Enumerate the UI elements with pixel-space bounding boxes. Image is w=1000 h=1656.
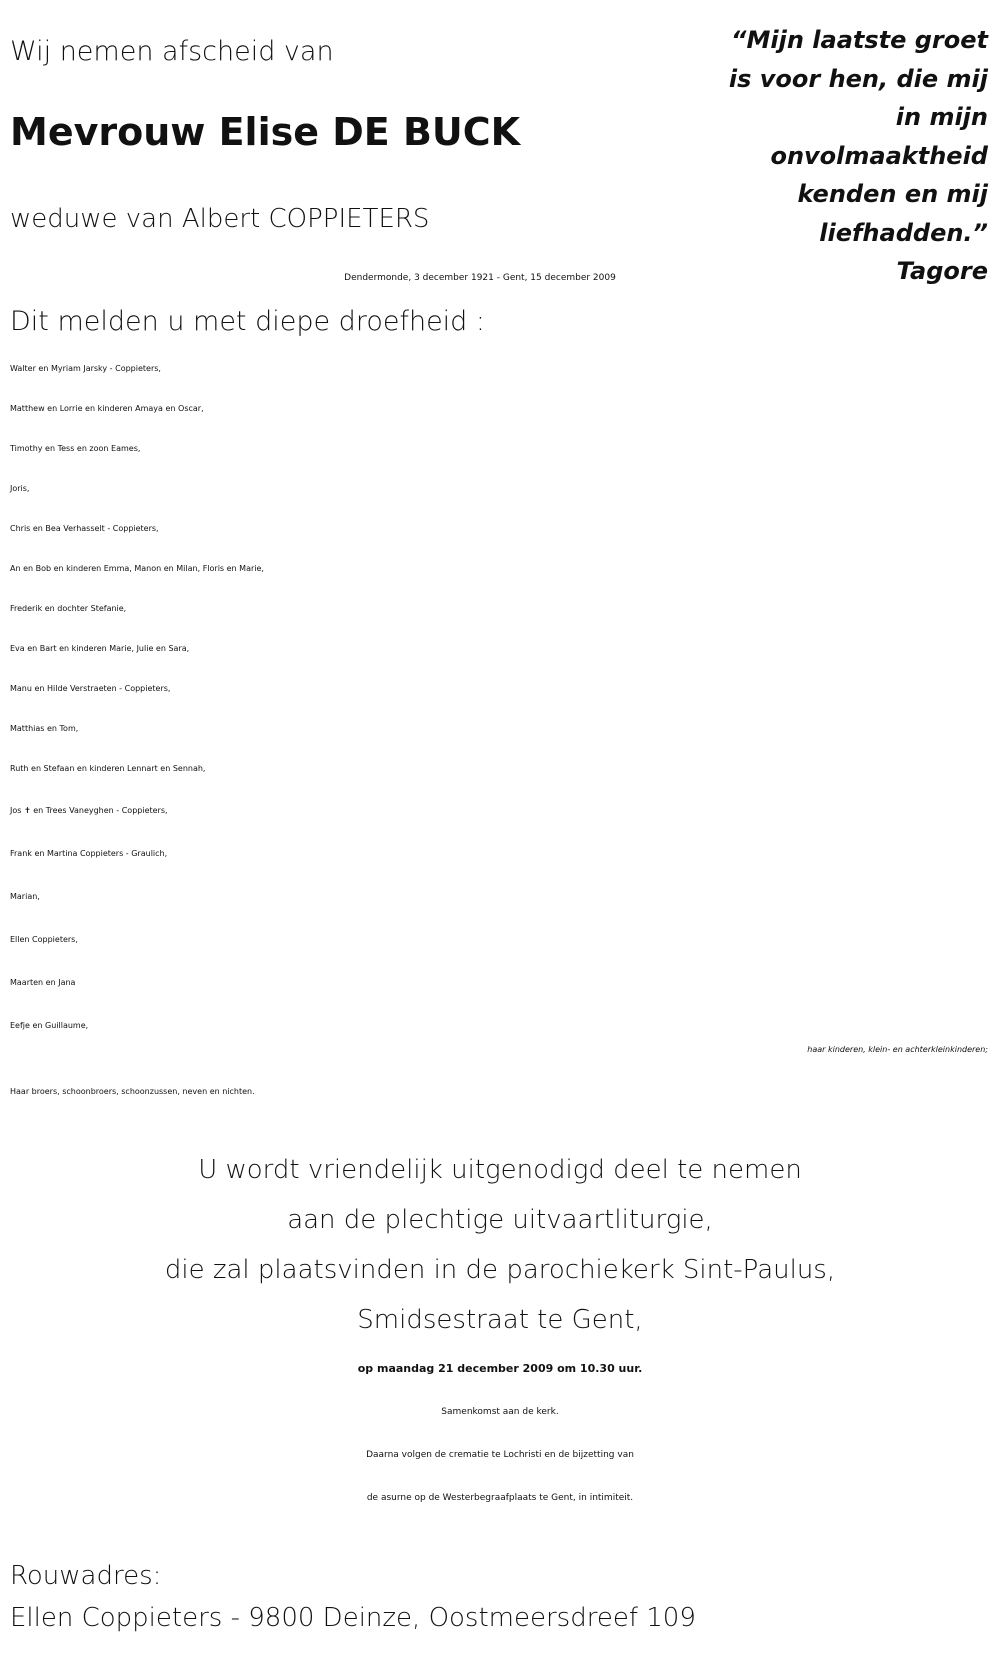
quote-line: “Mijn laatste groet xyxy=(731,26,988,54)
deceased-name: Mevrouw Elise DE BUCK xyxy=(10,110,521,154)
cremation-note: de asurne op de Westerbegraafplaats te Gent, in intimiteit. xyxy=(366,1493,634,1503)
invitation-line: aan de plechtige uitvaartliturgie, xyxy=(287,1205,713,1235)
family-member-line: Frank en Martina Coppieters - Graulich, xyxy=(10,849,168,858)
family-member-line: Marian, xyxy=(10,892,40,901)
kids-note: haar kinderen, klein- en achterkleinkinderen; xyxy=(807,1045,988,1054)
tagore-quote xyxy=(688,21,988,291)
family-member-line: Maarten en Jana xyxy=(10,978,76,987)
quote-author: Tagore xyxy=(896,257,988,285)
quote-line: is voor hen, die mij xyxy=(728,64,988,93)
family-member-line: Chris en Bea Verhasselt - Coppieters, xyxy=(10,524,159,533)
quote-line: onvolmaaktheid xyxy=(770,141,988,170)
birth-death-dates: Dendermonde, 3 december 1921 - Gent, 15 december 2009 xyxy=(344,273,616,283)
intro-text: Wij nemen afscheid van xyxy=(10,36,334,67)
invitation-line: U wordt vriendelijk uitgenodigd deel te nemen xyxy=(198,1155,802,1185)
family-member-line: Eefje en Guillaume, xyxy=(10,1021,89,1030)
widow-line: weduwe van Albert COPPIETERS xyxy=(10,204,430,234)
cremation-note: Daarna volgen de crematie te Lochristi en de bijzetting van xyxy=(366,1450,634,1460)
family-member-line: Ellen Coppieters, xyxy=(10,935,78,944)
announcement-line: Dit melden u met diepe droefheid : xyxy=(10,306,486,337)
quote-line: kenden en mij xyxy=(797,180,988,208)
mourning-address-label: Rouwadres: xyxy=(10,1561,162,1591)
family-member-line: Joris, xyxy=(10,484,30,493)
quote-line: in mijn xyxy=(895,103,988,131)
quote-line: liefhadden.” xyxy=(819,218,988,247)
mourning-address: Ellen Coppieters - 9800 Deinze, Oostmeersdreef 109 xyxy=(10,1603,696,1633)
family-member-line: Matthias en Tom, xyxy=(10,724,79,733)
invitation-line: Smidsestraat te Gent, xyxy=(357,1305,643,1335)
family-member-line: Timothy en Tess en zoon Eames, xyxy=(10,444,141,453)
family-member-line: Manu en Hilde Verstraeten - Coppieters, xyxy=(10,684,171,693)
ceremony-time: op maandag 21 december 2009 om 10.30 uur. xyxy=(357,1362,643,1375)
relatives-line: Haar broers, schoonbroers, schoonzussen, neven en nichten. xyxy=(10,1087,255,1096)
family-member-line: Walter en Myriam Jarsky - Coppieters, xyxy=(10,364,161,373)
family-member-line: Frederik en dochter Stefanie, xyxy=(10,604,127,613)
family-member-line: Jos ✝ en Trees Vaneyghen - Coppieters, xyxy=(10,806,168,815)
family-member-line: Matthew en Lorrie en kinderen Amaya en Oscar, xyxy=(10,404,204,413)
family-member-line: Ruth en Stefaan en kinderen Lennart en Sennah, xyxy=(10,764,206,773)
family-member-line: An en Bob en kinderen Emma, Manon en Milan, Floris en Marie, xyxy=(10,564,264,573)
invitation-line: die zal plaatsvinden in de parochiekerk Sint-Paulus, xyxy=(164,1255,836,1285)
meeting-note: Samenkomst aan de kerk. xyxy=(441,1407,559,1417)
invitation-block xyxy=(0,1145,1000,1345)
family-member-line: Eva en Bart en kinderen Marie, Julie en Sara, xyxy=(10,644,190,653)
